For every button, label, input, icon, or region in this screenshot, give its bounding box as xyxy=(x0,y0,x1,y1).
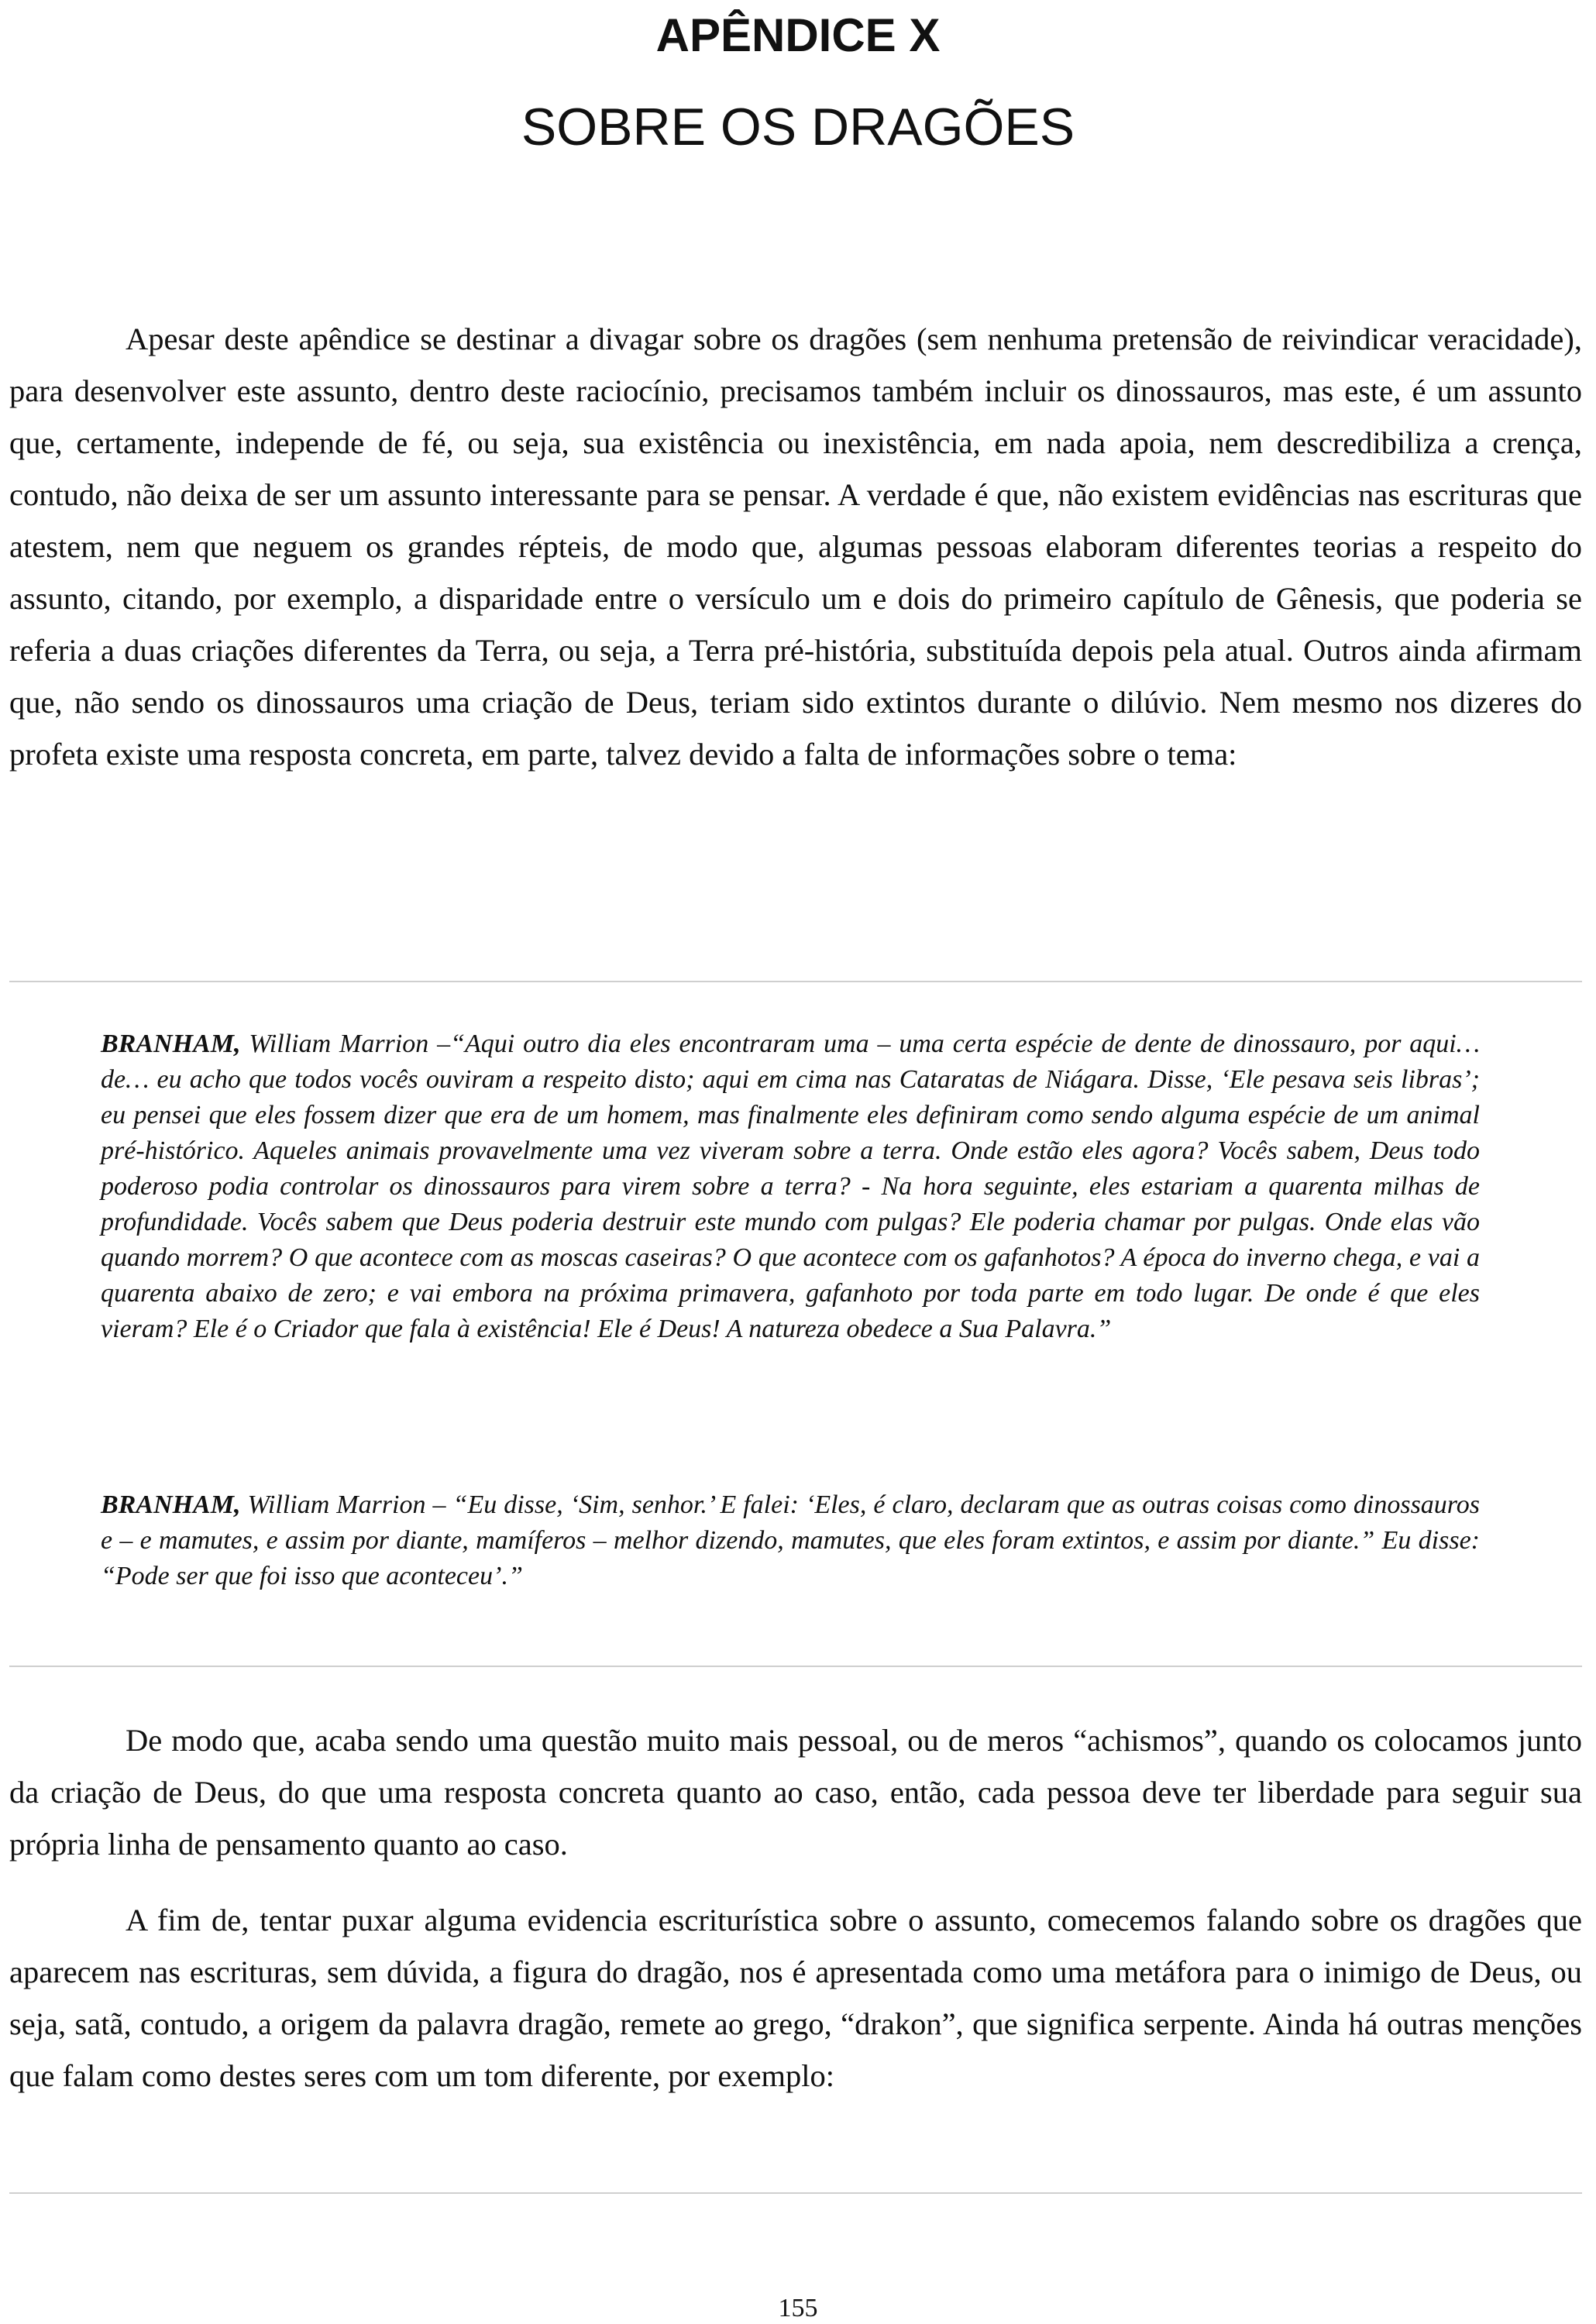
section-divider xyxy=(9,1666,1582,1667)
quote-author: BRANHAM, xyxy=(101,1030,241,1058)
paragraph-intro: Apesar deste apêndice se destinar a divagar sobre os dragões (sem nenhuma pretensão de reivindicar veracidade), para desenvolver este assunto, dentro deste raciocínio, precisamos também incluir os dinossauros, mas este, é um assunto que, certamente, independe de fé, ou seja, sua existência ou inexistência, em nada apoia, nem descredibiliza a crença, contudo, não deixa de ser um assunto interessante para se pensar. A verdade é que, não existem evidências nas escrituras que atestem, nem que neguem os grandes répteis, de modo que, algumas pessoas elaboram diferentes teorias a respeito do assunto, citando, por exemplo, a disparidade entre o versículo um e dois do primeiro capítulo de Gênesis, que poderia se referia a duas criações diferentes da Terra, ou seja, a Terra pré-história, substituída depois pela atual. Outros ainda afirmam que, não sendo os dinossauros uma criação de Deus, teriam sido extintos durante o dilúvio. Nem mesmo nos dizeres do profeta existe uma resposta concreta, em parte, talvez devido a falta de informações sobre o tema: xyxy=(9,321,1582,772)
quote-author: BRANHAM, xyxy=(101,1490,241,1519)
page-number: 155 xyxy=(778,2294,818,2322)
section-divider xyxy=(9,981,1582,982)
paragraph-conclusion: De modo que, acaba sendo uma questão muito mais pessoal, ou de meros “achismos”, quando os colocamos junto da criação de Deus, do que uma resposta concreta quanto ao caso, então, cada pessoa deve ter liberdade para seguir sua própria linha de pensamento quanto ao caso. xyxy=(9,1723,1582,1862)
quote-text: William Marrion – “Eu disse, ‘Sim, senhor.’ E falei: ‘Eles, é claro, declaram que as outras coisas como dinossauros e – e mamutes, e assim por diante, mamíferos – melhor dizendo, mamutes, que eles foram extintos, e assim por diante.” Eu disse: “Pode ser que foi isso que aconteceu’.” xyxy=(101,1490,1480,1590)
section-divider xyxy=(9,2192,1582,2194)
appendix-subtitle: SOBRE OS DRAGÕES xyxy=(521,98,1075,156)
quote-block xyxy=(101,1487,1480,1594)
quote-text: William Marrion –“Aqui outro dia eles encontraram uma – uma certa espécie de dente de dinossauro, por aqui… de… eu acho que todos vocês ouviram a respeito disto; aqui em cima nas Cataratas de Niágara. Disse, ‘Ele pesava seis libras’; eu pensei que eles fossem dizer que era de um homem, mas finalmente eles definiram como sendo alguma espécie de um animal pré-histórico. Aqueles animais provavelmente uma vez viveram sobre a terra. Onde estão eles agora? Vocês sabem, Deus todo poderoso podia controlar os dinossauros para virem sobre a terra? - Na hora seguinte, eles estariam a quarenta milhas de profundidade. Vocês sabem que Deus poderia destruir este mundo com pulgas? Ele poderia chamar por pulgas. Onde elas vão quando morrem? O que acontece com as moscas caseiras? O que acontece com os gafanhotos? A época do inverno chega, e vai a quarenta abaixo de zero; e vai embora na próxima primavera, gafanhoto por toda parte em todo lugar. De onde é que eles vieram? Ele é o Criador que fala à existência! Ele é Deus! A natureza obedece a Sua Palavra.” xyxy=(101,1030,1480,1343)
paragraph-dragons: A fim de, tentar puxar alguma evidencia escriturística sobre o assunto, comecemos falando sobre os dragões que aparecem nas escrituras, sem dúvida, a figura do dragão, nos é apresentada como uma metáfora para o inimigo de Deus, ou seja, satã, contudo, a origem da palavra dragão, remete ao grego, “drakon”, que significa serpente. Ainda há outras menções que falam como destes seres com um tom diferente, por exemplo: xyxy=(9,1903,1582,2093)
quote-block xyxy=(101,1026,1480,1347)
appendix-title: APÊNDICE X xyxy=(655,9,941,61)
